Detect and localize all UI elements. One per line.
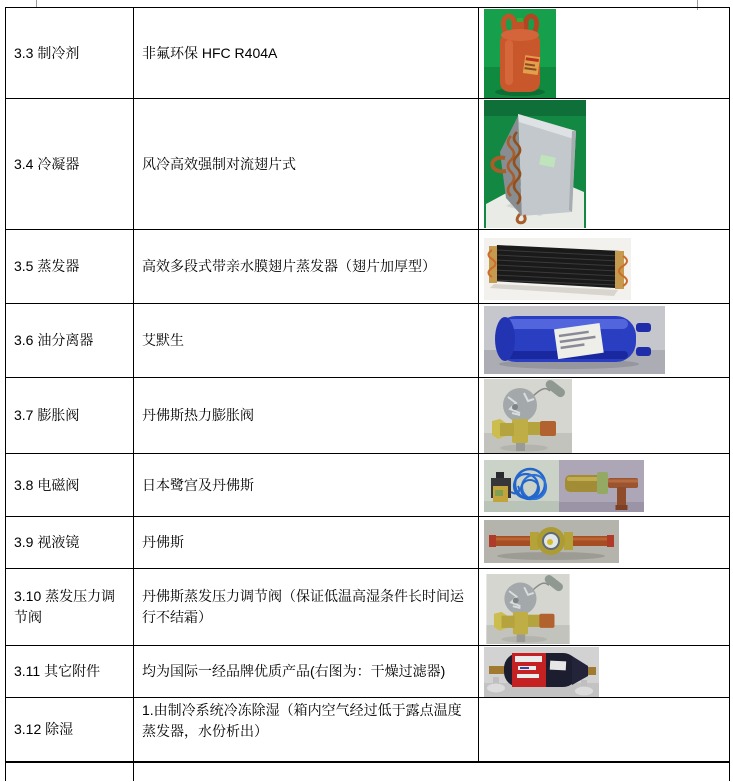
- description-cell: [134, 763, 730, 781]
- item-label: 3.10 蒸发压力调节阀: [14, 588, 116, 625]
- photo-cell: [479, 646, 730, 698]
- description-text: 丹佛斯热力膨胀阀: [142, 407, 254, 423]
- item-cell: [6, 378, 134, 454]
- item-label: 3.12 除湿: [14, 721, 74, 737]
- description-cell: [134, 646, 479, 698]
- item-cell: [6, 99, 134, 230]
- description-cell: [134, 517, 479, 569]
- description-cell: [134, 304, 479, 378]
- description-cell: [134, 378, 479, 454]
- item-label: 3.5 蒸发器: [14, 258, 80, 274]
- photo-cell: [479, 454, 730, 517]
- description-text: 丹佛斯: [142, 534, 184, 550]
- equipment-spec-table: [5, 7, 730, 781]
- photo-cell: [479, 8, 730, 99]
- item-label: 3.7 膨胀阀: [14, 407, 80, 423]
- description-cell: [134, 8, 479, 99]
- description-cell: [134, 569, 479, 646]
- description-text: 日本鹭宫及丹佛斯: [142, 476, 254, 493]
- item-cell: [6, 698, 134, 763]
- item-cell: [6, 517, 134, 569]
- item-cell: [6, 569, 134, 646]
- description-text: 1.由制冷系统冷冻除湿（箱内空气经过低于露点温度蒸发器，水份析出）: [142, 702, 462, 739]
- description-text: 丹佛斯蒸发压力调节阀（保证低温高湿条件长时间运行不结霜）: [142, 588, 464, 625]
- item-cell: [6, 646, 134, 698]
- item-label: 3.3 制冷剂: [14, 44, 80, 61]
- item-label: 3.4 冷凝器: [14, 155, 80, 172]
- evaporator-photo: [484, 238, 631, 300]
- condenser-photo: [484, 100, 586, 228]
- description-text: 艾默生: [142, 332, 184, 348]
- solenoid-valve-photo: [559, 460, 644, 512]
- photo-cell: [479, 378, 730, 454]
- description-cell: [134, 698, 479, 763]
- sight-glass-photo: [484, 520, 619, 563]
- pressure-regulator-photo: [484, 574, 572, 644]
- expansion-valve-photo: [484, 379, 572, 453]
- item-label: 3.8 电磁阀: [14, 476, 80, 493]
- description-text: 高效多段式带亲水膜翅片蒸发器（翅片加厚型）: [142, 258, 436, 274]
- refrigerant-cylinder-photo: [484, 9, 556, 98]
- oil-separator-photo: [484, 306, 665, 374]
- photo-cell: [479, 569, 730, 646]
- photo-cell: [479, 99, 730, 230]
- item-cell: [6, 304, 134, 378]
- description-cell: [134, 99, 479, 230]
- description-cell: [134, 230, 479, 304]
- photo-cell: [479, 230, 730, 304]
- photo-cell: [479, 517, 730, 569]
- description-text: 非氟环保 HFC R404A: [142, 44, 278, 61]
- item-cell: [6, 763, 134, 781]
- description-text: 风冷高效强制对流翅片式: [142, 155, 296, 172]
- photo-cell: [479, 698, 730, 763]
- solenoid-coil-photo: [484, 460, 559, 512]
- description-text: 均为国际一经品牌优质产品(右图为：干燥过滤器): [142, 663, 446, 679]
- item-label: 3.9 视液镜: [14, 534, 80, 550]
- photo-cell: [479, 304, 730, 378]
- item-cell: [6, 230, 134, 304]
- item-label: 3.11 其它附件: [14, 663, 101, 679]
- item-label: 3.6 油分离器: [14, 332, 94, 348]
- item-cell: [6, 8, 134, 99]
- filter-drier-photo: [484, 647, 599, 698]
- item-cell: [6, 454, 134, 517]
- description-cell: [134, 454, 479, 517]
